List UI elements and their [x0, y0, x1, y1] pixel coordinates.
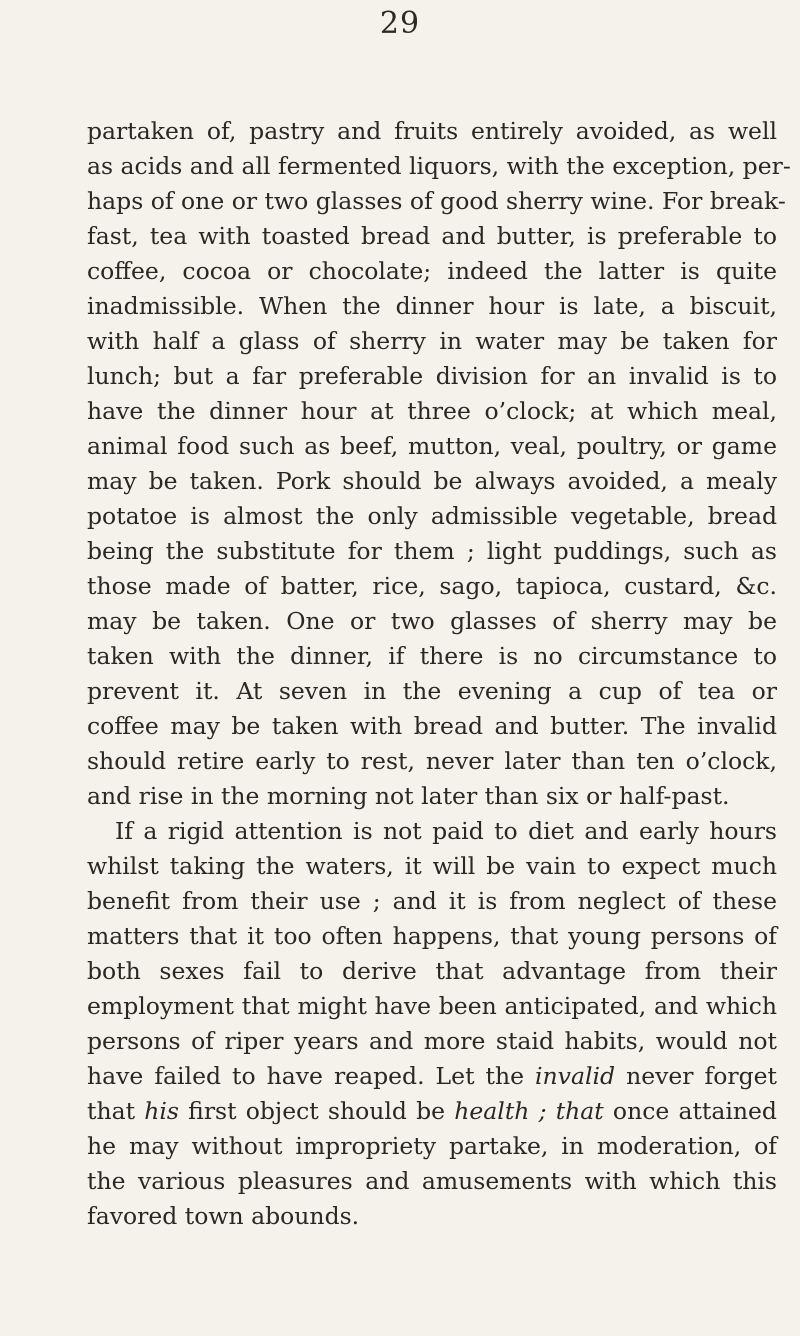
text-line-14: those made of batter, rice, sago, tapioca, custard, &c.	[87, 572, 777, 600]
text-line-17: prevent it. At seven in the evening a cup of tea or	[87, 677, 777, 705]
text-line-32: favored town abounds.	[87, 1202, 360, 1230]
text-line-25: both sexes fail to derive that advantage from their	[87, 957, 777, 985]
text-line-15: may be taken. One or two glasses of sherry may be	[87, 607, 777, 635]
italic-word-his: his	[144, 1097, 179, 1125]
text-line-7: with half a glass of sherry in water may be taken for	[87, 327, 777, 355]
text-line-27: persons of riper years and more staid habits, would not	[87, 1027, 777, 1055]
text-segment: once attained	[612, 1097, 777, 1125]
text-line-31: the various pleasures and amusements with which this	[87, 1167, 777, 1195]
text-segment: never forget	[626, 1062, 777, 1090]
text-segment: have failed to have reaped. Let the	[87, 1062, 525, 1090]
page-number: 29	[379, 6, 421, 41]
text-line-16: taken with the dinner, if there is no circumstance to	[87, 642, 777, 670]
text-line-11: may be taken. Pork should be always avoided, a mealy	[87, 467, 777, 495]
text-segment: that	[87, 1097, 136, 1125]
text-line-5: coffee, cocoa or chocolate; indeed the latter is quite	[87, 257, 777, 285]
text-line-18: coffee may be taken with bread and butter. The invalid	[87, 712, 777, 740]
text-line-3: haps of one or two glasses of good sherry wine. For break-	[87, 187, 786, 215]
text-line-1: partaken of, pastry and fruits entirely avoided, as well	[87, 117, 777, 145]
text-line-19: should retire early to rest, never later than ten o’clock,	[87, 747, 777, 775]
text-line-20: and rise in the morning not later than six or half-past.	[87, 782, 730, 810]
text-line-22: whilst taking the waters, it will be vain to expect much	[87, 852, 777, 880]
text-line-13: being the substitute for them ; light puddings, such as	[87, 537, 777, 565]
text-line-23: benefit from their use ; and it is from neglect of these	[87, 887, 777, 915]
text-line-6: inadmissible. When the dinner hour is late, a biscuit,	[87, 292, 777, 320]
text-segment: first object should be	[188, 1097, 446, 1125]
italic-word-invalid: invalid	[535, 1062, 616, 1090]
text-line-21: If a rigid attention is not paid to diet and early hours	[115, 817, 777, 845]
body-text	[87, 114, 791, 1234]
text-line-9: have the dinner hour at three o’clock; at which meal,	[87, 397, 777, 425]
text-line-12: potatoe is almost the only admissible vegetable, bread	[87, 502, 777, 530]
text-line-24: matters that it too often happens, that young persons of	[87, 922, 777, 950]
text-line-28	[87, 1059, 777, 1094]
text-line-8: lunch; but a far preferable division for an invalid is to	[87, 362, 777, 390]
text-line-4: fast, tea with toasted bread and butter, is preferable to	[87, 222, 777, 250]
text-line-10: animal food such as beef, mutton, veal, poultry, or game	[87, 432, 777, 460]
italic-word-health: health ;	[454, 1097, 547, 1125]
text-line-29	[87, 1094, 777, 1129]
italic-word-that: that	[555, 1097, 604, 1125]
text-line-30: he may without impropriety partake, in moderation, of	[87, 1132, 777, 1160]
text-line-26: employment that might have been anticipated, and which	[87, 992, 777, 1020]
text-line-2: as acids and all fermented liquors, with the exception, per-	[87, 152, 791, 180]
